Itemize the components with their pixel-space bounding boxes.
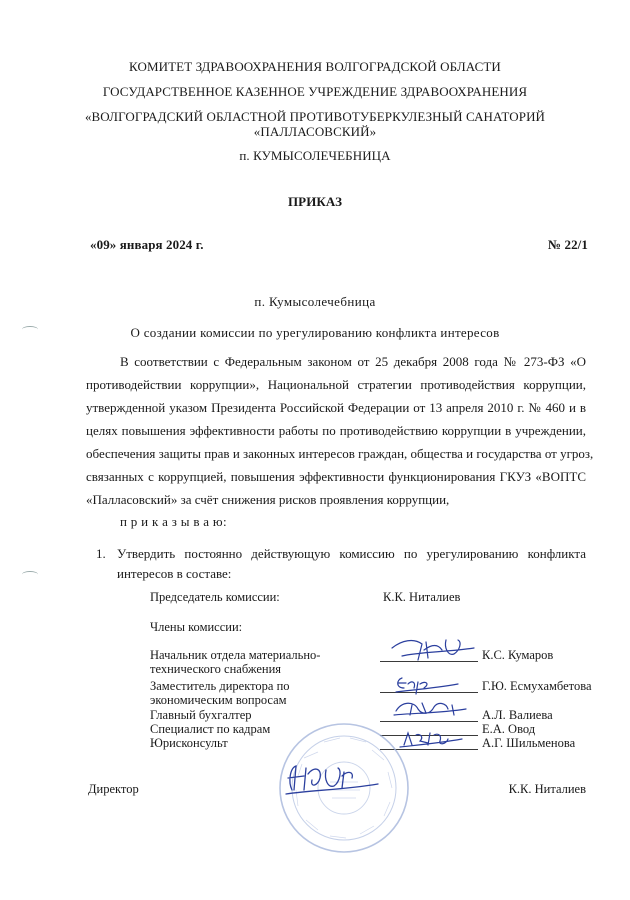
member-role: экономическим вопросам — [150, 693, 287, 707]
chair-label: Председатель комиссии: — [150, 590, 280, 604]
body-line: противодействии коррупции», Национальной стратегии противодействия коррупции, — [86, 377, 586, 392]
body-line: целях повышения эффективности работы по противодействию коррупции в учреждении, — [86, 423, 586, 438]
item-text-line: Утвердить постоянно действующую комиссию по урегулированию конфликта — [117, 546, 586, 561]
member-name: К.С. Кумаров — [482, 648, 554, 662]
member-role: Главный бухгалтер — [150, 708, 252, 722]
order-number: № 22/1 — [547, 237, 588, 252]
member-name: А.Л. Валиева — [482, 708, 553, 722]
order-place: п. Кумысолечебница — [254, 294, 376, 309]
signature-esmukhambetova — [392, 672, 462, 696]
order-word: п р и к а з ы в а ю: — [120, 514, 227, 529]
signature-shilmenova — [398, 727, 464, 751]
signature-kumarov — [388, 634, 478, 664]
body-line: «Палласовский» за счёт снижения рисков проявления коррупции, — [86, 492, 450, 507]
director-name: К.К. Ниталиев — [508, 782, 586, 796]
header-location: п. КУМЫСОЛЕЧЕБНИЦА — [239, 148, 391, 163]
header-institution-name-cont: «ПАЛЛАСОВСКИЙ» — [253, 124, 377, 139]
member-role: Юрисконсульт — [150, 736, 228, 750]
member-name: Г.Ю. Есмухамбетова — [482, 679, 592, 693]
item-text-line: интересов в составе: — [117, 566, 232, 581]
header-committee: КОМИТЕТ ЗДРАВООХРАНЕНИЯ ВОЛГОГРАДСКОЙ ОБЛАСТИ — [129, 59, 501, 74]
signature-valieva — [392, 697, 468, 719]
member-role: Специалист по кадрам — [150, 722, 271, 736]
item-number: 1. — [96, 546, 106, 561]
order-subject: О создании комиссии по урегулированию конфликта интересов — [130, 325, 500, 340]
member-name: А.Г. Шильменова — [482, 736, 576, 750]
body-line: утвержденной указом Президента Российской Федерации от 13 апреля 2010 г. № 460 и в — [86, 400, 586, 415]
body-line: В соответствии с Федеральным законом от 25 декабря 2008 года № 273-ФЗ «О — [120, 354, 586, 369]
header-institution-type: ГОСУДАРСТВЕННОЕ КАЗЕННОЕ УЧРЕЖДЕНИЕ ЗДРАВООХРАНЕНИЯ — [102, 84, 528, 99]
body-line: обеспечения защиты прав и законных интересов граждан, общества и государства от угроз, — [86, 446, 594, 461]
member-role: Начальник отдела материально- — [150, 648, 321, 662]
chair-name: К.К. Ниталиев — [383, 590, 461, 604]
header-institution-name: «ВОЛГОГРАДСКИЙ ОБЛАСТНОЙ ПРОТИВОТУБЕРКУЛЕЗНЫЙ САНАТОРИЙ — [84, 109, 546, 124]
signature-director — [282, 760, 382, 800]
members-label: Члены комиссии: — [150, 620, 243, 634]
member-role: Заместитель директора по — [150, 679, 290, 693]
member-role: технического снабжения — [150, 662, 282, 676]
document-title: ПРИКАЗ — [287, 194, 343, 209]
director-label: Директор — [88, 782, 139, 796]
scan-edge-mark — [22, 571, 38, 578]
member-name: Е.А. Овод — [482, 722, 536, 736]
order-date: «09» января 2024 г. — [90, 237, 204, 252]
body-line: связанных с коррупцией, повышения эффективности функционирования ГКУЗ «ВОПТС — [86, 469, 586, 484]
